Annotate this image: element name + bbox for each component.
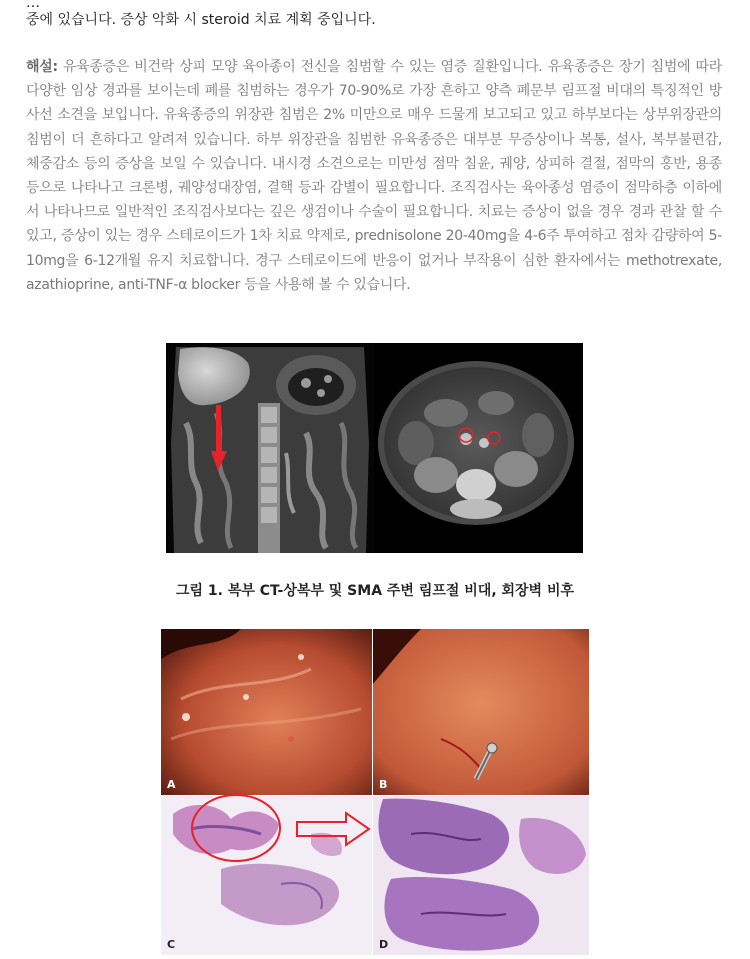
explanation-label: 해설: bbox=[26, 59, 58, 75]
panel-b-endoscopy bbox=[373, 629, 589, 795]
ct-coronal bbox=[166, 343, 374, 553]
panel-a-endoscopy bbox=[161, 629, 372, 795]
panel-c-histology bbox=[161, 795, 372, 955]
case-text-partial: … bbox=[26, 0, 40, 11]
explanation-paragraph bbox=[26, 55, 722, 297]
ct-svg bbox=[166, 343, 583, 553]
panel-label-a: A bbox=[167, 778, 176, 791]
panel-label-d: D bbox=[379, 938, 389, 951]
endo-svg bbox=[161, 629, 589, 955]
ct-axial bbox=[374, 343, 583, 553]
panel-label-b: B bbox=[379, 778, 388, 791]
figure-ct-images bbox=[166, 343, 583, 553]
explanation-body: 유육종증은 비건락 상피 모양 육아종이 전신을 침범할 수 있는 염증 질환입니다. 유육종증은 장기 침범에 따라 다양한 임상 경과를 보이는데 폐를 침범하는 경우가 70-90%로 가장 흔하고 양측 폐문부 림프절 비대의 특징적인 방사선 소견을 보입니다. 유육종증의 위장관 침범은 2% 미만으로 매우 드물게 보고되고 있고 하부보다는 상부위장관의 침범이 더 흔하다고 알려져 있습니다. 하부 위장관을 침범한 유육종증은 대부분 무증상이나 복통, 설사, 복부불편감, 체중감소 등의 증상을 보일 수 있습니다. 내시경 소견으로는 미만성 점막 침윤, 궤양, 상피하 결절, 점막의 홍반, 용종 등으로 나타나고 크론병, 궤양성대장염, 결핵 등과 감별이 필요합니다. 조직검사는 육아종성 염증이 점막하층 이하에서 나타나므로 일반적인 조직검사보다는 깊은 생검이나 수술이 필요합니다. 치료는 증상이 없을 경우 경과 관찰 할 수 있고, 증상이 있는 경우 스테로이드가 1차 치료 약제로, prednisolone 20-40mg을 4-6주 투여하고 점차 감량하여 5-10mg을 6-12개월 유지 치료합니다. 경구 스테로이드에 반응이 없거나 부작용이 심한 환자에서는 methotrexate, azathioprine, anti-TNF-α blocker 등을 사용해 볼 수 있습니다. bbox=[26, 59, 722, 293]
panel-d-histology bbox=[373, 796, 589, 955]
panel-label-c: C bbox=[167, 938, 176, 951]
case-text-ongoing: 중에 있습니다. 증상 악화 시 steroid 치료 계획 중입니다. bbox=[26, 12, 376, 28]
figure-endoscopy-histology bbox=[161, 629, 589, 955]
figure-1-caption: 그림 1. 복부 CT-상복부 및 SMA 주변 림프절 비대, 회장벽 비후 bbox=[175, 583, 575, 599]
